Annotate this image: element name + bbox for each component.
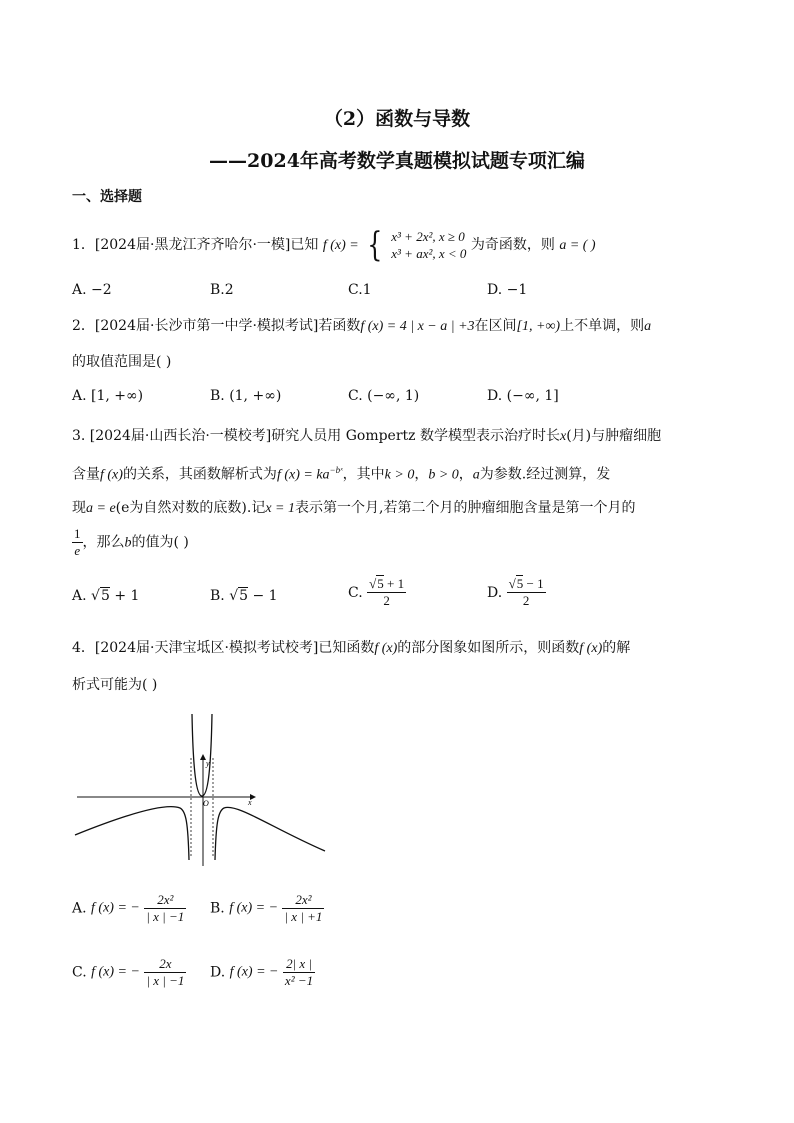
q1-cases [391,228,466,262]
q4-option-c[interactable] [72,956,186,989]
q3-option-c-den: 2 [383,593,390,608]
q4-option-b[interactable] [210,892,324,925]
q2-option-c[interactable]: C. (−∞, 1) [348,388,420,404]
q2-text-1: 在区间 [474,318,517,334]
q3-option-a[interactable]: A. √5 + 1 [72,588,140,604]
question-3-line-1 [72,426,661,447]
q3-option-d-sqrt: 5 [516,576,524,591]
question-3-line-2 [72,460,610,486]
q3-text-8: 表示第一个月,若第二个月的肿瘤细胞含量是第一个月的 [295,500,636,516]
q3-text-9: ，那么 [82,534,125,551]
q3-x-eq-1: x = 1 [265,501,296,516]
function-graph [72,708,332,868]
q1-brace: { [367,225,383,265]
q4-text-1: 的部分图象如图所示，则函数 [397,640,580,656]
curve-middle [192,714,212,796]
q4-option-d-den: x² −1 [284,973,314,988]
q3-option-d-den: 2 [522,593,530,608]
q3-text-6: 现 [72,500,86,516]
q3-option-a-sqrt: 5 [100,588,110,604]
q4-option-d-frac [283,956,315,989]
q3-text-7: (e为自然对数的底数).记 [115,500,266,516]
q1-option-c[interactable]: C.1 [348,282,372,298]
q2-prefix: 2．[2024届·长沙市第一中学·模拟考试]若函数 [72,318,361,334]
q1-case-1: x³ + 2x², x ≥ 0 [391,229,465,244]
q3-option-c-label: C. [348,584,363,601]
q1-ask: a = ( ) [559,238,596,253]
q4-prefix: 4．[2024届·天津宝坻区·模拟考试校考]已知函数 [72,640,375,656]
q3-a-var: a [472,467,480,483]
q4-option-b-f: f (x) = − [229,900,279,916]
q3-text-4: ，其中 [342,466,385,483]
q3-exponent: −bˣ [329,465,343,475]
q3-option-d-num: √5 − 1 [508,576,544,591]
q4-option-b-num: 2x² [282,892,324,909]
q3-b-cond: b > 0 [428,467,459,483]
q3-frac-den: e [74,543,81,558]
q4-option-c-f: f (x) = − [91,964,140,980]
q1-prefix: 1．[2024届·黑龙江齐齐哈尔·一模]已知 [72,237,319,253]
q4-option-c-label: C. [72,964,87,981]
q4-option-a-frac [144,892,186,925]
q1-function: f (x) = [322,238,359,253]
q3-b-var: b [124,535,132,551]
q4-option-a-f: f (x) = − [91,900,140,916]
page-title: （2）函数与导数 [323,108,471,130]
q4-option-a-label: A. [72,900,87,917]
question-2-line-2: 的取值范围是( ) [72,354,172,370]
q4-option-c-frac [144,956,186,989]
q4-option-d-label: D. [210,964,226,981]
q2-option-d[interactable]: D. (−∞, 1] [487,388,559,404]
q1-option-d[interactable]: D. −1 [487,282,528,298]
origin-label: O [203,799,209,808]
q3-var-x: x [560,429,567,444]
q4-text-2: 的解 [602,640,631,656]
q4-option-c-den: | x | −1 [146,973,185,988]
question-2-line-1 [72,316,651,337]
y-axis-label: y [206,759,210,768]
q1-option-b[interactable]: B.2 [210,282,234,298]
q3-text-10: 的值为( ) [131,534,189,551]
q4-option-b-label: B. [210,900,225,917]
q2-function: f (x) = 4 | x − a | +3 [360,319,475,334]
q3-text-3: 的关系，其函数解析式为 [122,466,277,483]
q3-option-d[interactable] [487,576,546,609]
q3-text-2: 含量 [72,466,100,483]
q2-var: a [644,319,652,334]
q3-a-eq-e: a = e [86,501,116,516]
question-4-line-1 [72,638,630,659]
q4-fx-1: f (x) [374,641,398,656]
section-heading: 一、选择题 [72,189,142,205]
q3-frac-num: 1 [74,526,81,541]
q3-option-c[interactable] [348,576,406,609]
q3-option-d-rest: − 1 [526,576,544,591]
q3-option-b-rest: − 1 [252,588,278,604]
q3-comma-2: ， [458,466,473,483]
q2-interval: [1, +∞) [516,319,561,334]
q2-text-2: 上不单调，则 [560,318,645,334]
q2-option-a[interactable]: A. [1, +∞) [72,388,144,404]
question-3-line-3 [72,498,635,519]
x-axis-label: x [248,798,252,807]
q4-option-b-den: | x | +1 [284,909,323,924]
q4-fx-2: f (x) [579,641,603,656]
q3-option-b-label: B. [210,588,225,604]
q3-fx: f (x) [100,467,123,483]
q3-option-a-rest: + 1 [114,588,140,604]
q3-option-c-rest: + 1 [387,576,405,591]
q3-option-c-frac [367,576,406,609]
q3-k-cond: k > 0 [384,467,415,483]
curve-left-outer [75,807,189,860]
q1-case-2: x³ + ax², x < 0 [391,246,467,261]
q4-option-b-frac [282,892,324,925]
q3-option-d-frac [507,576,546,609]
question-4-line-2: 析式可能为( ) [72,677,158,693]
q4-option-d[interactable] [210,956,315,989]
q3-option-a-label: A. [72,588,87,604]
q4-option-d-f: f (x) = − [229,964,279,980]
curve-right-outer [215,807,325,860]
q4-option-a[interactable] [72,892,186,925]
page-subtitle: ——2024年高考数学真题模拟试题专项汇编 [209,150,585,172]
q3-option-d-label: D. [487,584,503,601]
q4-option-c-num: 2x [144,956,186,973]
question-3-line-4 [72,526,189,559]
q3-option-b-sqrt: 5 [239,588,249,604]
q1-option-a[interactable]: A. −2 [72,282,112,298]
q2-option-b[interactable]: B. (1, +∞) [210,388,282,404]
question-1 [72,225,596,265]
q3-option-b[interactable]: B. √5 − 1 [210,588,278,604]
q3-text-1: (月)与肿瘤细胞 [566,428,662,444]
q3-text-5: 为参数.经过测算，发 [479,466,611,483]
q3-comma-1: ， [414,466,429,483]
q4-option-d-num: 2| x | [283,956,315,973]
q4-option-a-num: 2x² [144,892,186,909]
q4-option-a-den: | x | −1 [146,909,185,924]
q3-formula: f (x) = ka [276,467,330,483]
q3-option-c-sqrt: 5 [377,576,384,591]
q3-fraction-1-over-e [72,526,83,559]
q3-prefix: 3. [2024届·山西长治·一模校考]研究人员用 Gompertz 数学模型表示治疗时长 [72,428,560,444]
q3-option-c-num: √5 + 1 [369,576,405,591]
q1-suffix: 为奇函数，则 [470,237,555,253]
